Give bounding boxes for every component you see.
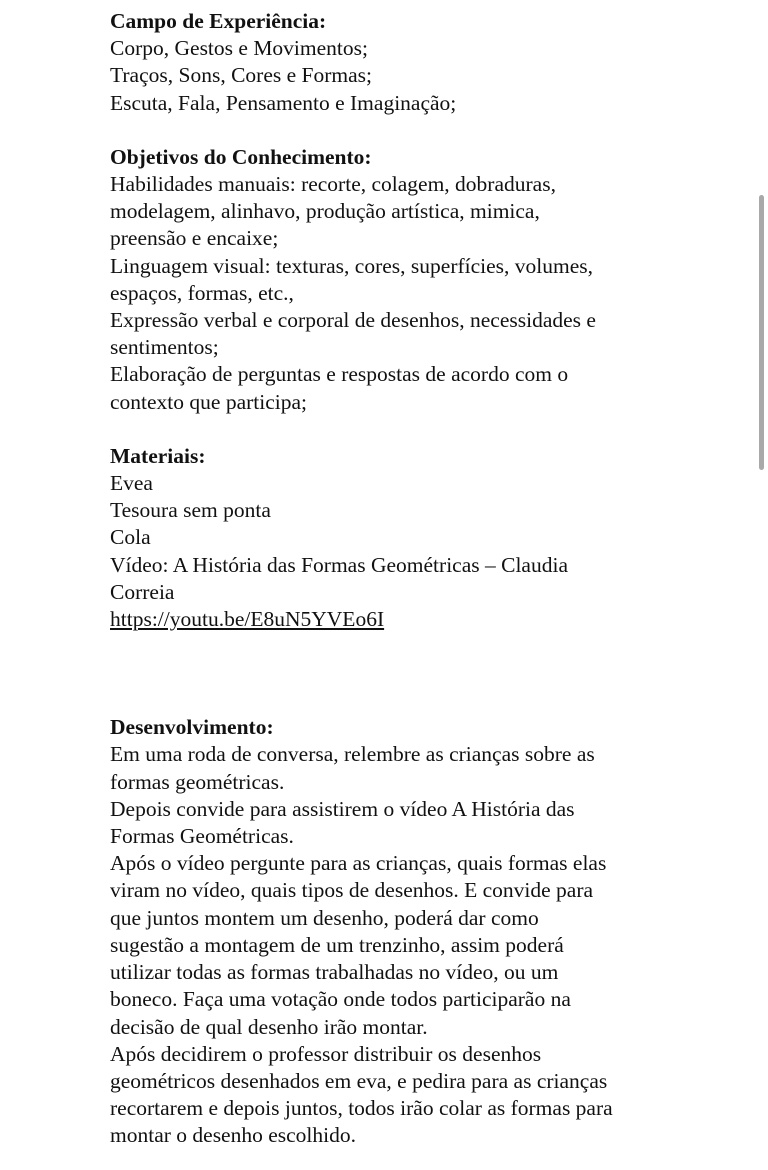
objetivos-line: sentimentos; <box>110 335 219 360</box>
campo-item: Corpo, Gestos e Movimentos; <box>110 36 368 61</box>
desenvolvimento-line: recortarem e depois juntos, todos irão colar as formas para <box>110 1096 613 1121</box>
objetivos-section <box>110 144 710 416</box>
desenvolvimento-section <box>110 714 710 1149</box>
desenvolvimento-line: montar o desenho escolhido. <box>110 1123 357 1148</box>
objetivos-heading: Objetivos do Conhecimento: <box>110 144 372 169</box>
video-link[interactable]: https://youtu.be/E8uN5YVEo6I <box>110 607 385 632</box>
vertical-scrollbar[interactable] <box>759 195 764 470</box>
objetivos-line: contexto que participa; <box>110 389 308 414</box>
objetivos-line: Linguagem visual: texturas, cores, superfícies, volumes, <box>110 253 594 278</box>
objetivos-line: espaços, formas, etc., <box>110 280 294 305</box>
desenvolvimento-line: Após decidirem o professor distribuir os desenhos <box>110 1041 542 1066</box>
desenvolvimento-line: boneco. Faça uma votação onde todos participarão na <box>110 987 571 1012</box>
objetivos-line: Elaboração de perguntas e respostas de acordo com o <box>110 362 569 387</box>
campo-item: Escuta, Fala, Pensamento e Imaginação; <box>110 90 457 115</box>
campo-experiencia-section <box>110 8 710 117</box>
desenvolvimento-heading: Desenvolvimento: <box>110 715 274 740</box>
objetivos-line: Expressão verbal e corporal de desenhos, necessidades e <box>110 308 596 333</box>
campo-item: Traços, Sons, Cores e Formas; <box>110 63 372 88</box>
desenvolvimento-line: formas geométricas. <box>110 769 285 794</box>
materiais-item: Vídeo: A História das Formas Geométricas – Claudia <box>110 552 568 577</box>
desenvolvimento-line: utilizar todas as formas trabalhadas no vídeo, ou um <box>110 960 559 985</box>
desenvolvimento-line: Em uma roda de conversa, relembre as crianças sobre as <box>110 742 595 767</box>
materiais-item: Cola <box>110 525 151 550</box>
objetivos-line: Habilidades manuais: recorte, colagem, dobraduras, <box>110 172 556 197</box>
materiais-item: Evea <box>110 471 153 496</box>
desenvolvimento-line: Depois convide para assistirem o vídeo A História das <box>110 796 575 821</box>
materiais-item: Correia <box>110 579 175 604</box>
materiais-item: Tesoura sem ponta <box>110 498 271 523</box>
desenvolvimento-line: Formas Geométricas. <box>110 824 294 849</box>
objetivos-line: modelagem, alinhavo, produção artística, mimica, <box>110 199 540 224</box>
materiais-section <box>110 443 710 633</box>
campo-experiencia-heading: Campo de Experiência: <box>110 9 327 33</box>
desenvolvimento-line: geométricos desenhados em eva, e pedira para as crianças <box>110 1068 608 1093</box>
desenvolvimento-line: sugestão a montagem de um trenzinho, assim poderá <box>110 932 564 957</box>
objetivos-line: preensão e encaixe; <box>110 226 279 251</box>
materiais-heading: Materiais: <box>110 443 206 468</box>
desenvolvimento-line: Após o vídeo pergunte para as crianças, quais formas elas <box>110 851 607 876</box>
desenvolvimento-line: viram no vídeo, quais tipos de desenhos. E convide para <box>110 878 594 903</box>
desenvolvimento-line: decisão de qual desenho irão montar. <box>110 1014 428 1039</box>
desenvolvimento-line: que juntos montem um desenho, poderá dar como <box>110 905 539 930</box>
document-body <box>110 8 710 1150</box>
